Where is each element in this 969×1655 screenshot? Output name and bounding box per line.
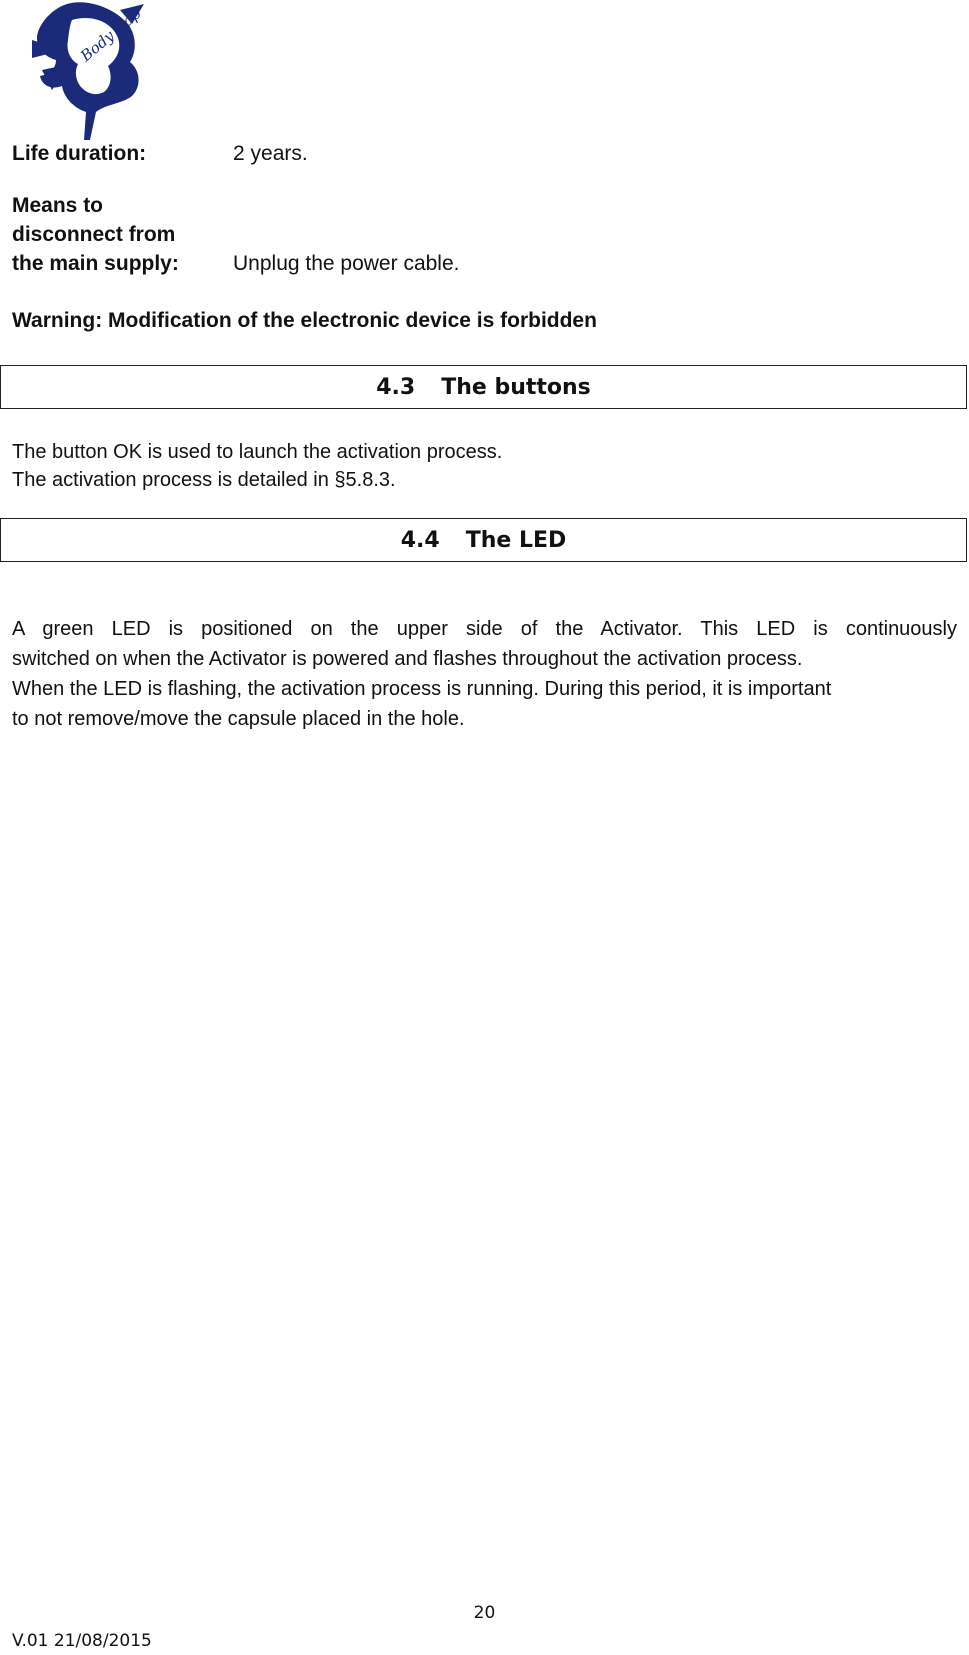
- section-title: The buttons: [441, 374, 591, 400]
- section-heading-buttons: [0, 365, 967, 409]
- led-paragraph-line: to not remove/move the capsule placed in the hole.: [12, 708, 465, 730]
- section-title: The LED: [465, 527, 567, 553]
- led-paragraph: [12, 614, 957, 734]
- section-heading-led: [0, 518, 967, 562]
- life-duration-value: 2 years.: [233, 142, 308, 165]
- led-paragraph-line: A green LED is positioned on the upper side of the Activator. This LED is continuously: [12, 618, 957, 640]
- body-cap-logo: [12, 0, 152, 142]
- logo-text: Body Cap: [77, 4, 145, 66]
- version-date: V.01 21/08/2015: [12, 1631, 152, 1651]
- disconnect-label-line-2: disconnect from: [12, 223, 176, 246]
- led-paragraph-line: switched on when the Activator is powered and flashes throughout the activation process.: [12, 648, 803, 670]
- page-number: 20: [473, 1603, 496, 1623]
- led-paragraph-line: When the LED is flashing, the activation process is running. During this period, it is important: [12, 678, 832, 700]
- buttons-paragraph-1: The button OK is used to launch the activation process.: [12, 441, 503, 463]
- warning-text: Warning: Modification of the electronic device is forbidden: [12, 309, 597, 332]
- section-number: 4.4: [400, 527, 440, 553]
- section-number: 4.3: [376, 374, 416, 400]
- disconnect-label-line-1: Means to: [12, 194, 104, 217]
- disconnect-value: Unplug the power cable.: [233, 252, 460, 275]
- disconnect-label-line-3: the main supply:: [12, 252, 179, 275]
- buttons-paragraph-2: The activation process is detailed in §5.8.3.: [12, 469, 396, 491]
- life-duration-label: Life duration:: [12, 142, 147, 165]
